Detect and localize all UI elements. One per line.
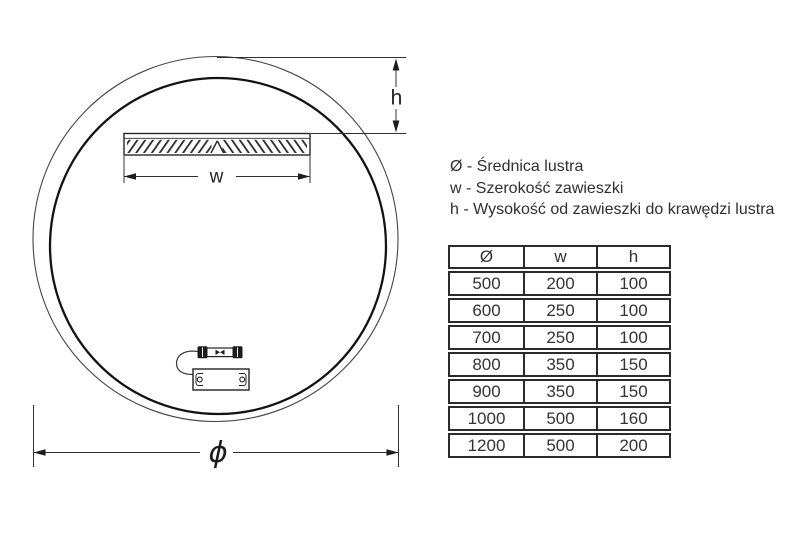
table-cell: 150 [598,379,671,404]
table-cell: 100 [598,298,671,323]
led-driver-assembly [177,346,250,390]
table-cell: 150 [598,352,671,377]
table-cell: 500 [448,271,525,296]
table-head [448,245,671,269]
table-header-cell: h [598,245,671,269]
mirror-outer-edge [33,57,398,422]
driver-mount-hole-left [197,377,202,382]
table-cell: 100 [598,325,671,350]
legend-item-diameter: Ø - Średnica lustra [450,158,584,175]
dim-h-label: h [390,86,403,110]
table-cell: 200 [525,271,598,296]
dim-dia-arrow-right [387,449,399,456]
table-cell: 800 [448,352,525,377]
table-cell: 500 [525,406,598,431]
table-cell: 350 [525,379,598,404]
table-row [448,352,671,377]
legend-item-height: h - Wysokość od zawieszki do krawędzi lustra [450,201,775,218]
cable-connector [198,346,243,358]
table-cell: 700 [448,325,525,350]
table-cell: 900 [448,379,525,404]
table-cell: 250 [525,298,598,323]
dim-w-arrow-right [298,173,310,180]
dim-w-arrow-left [124,173,136,180]
table-row [448,298,671,323]
table-row [448,433,671,458]
table-cell: 600 [448,298,525,323]
dim-h-arrow-up [393,59,400,71]
table-cell: 160 [598,406,671,431]
table-row [448,271,671,296]
hanger-hatch-right [223,140,308,153]
driver-box [193,369,249,390]
legend-item-width: w - Szerokość zawieszki [450,179,624,197]
hanger-hatch-left [127,140,212,153]
table-cell: 100 [598,271,671,296]
dim-dia-arrow-left [34,449,46,456]
table-cell: 1000 [448,406,525,431]
table-body [448,271,671,458]
driver-mount-hole-right [240,377,245,382]
table-header-cell: w [525,245,598,269]
mirror-inner-ring [50,78,386,414]
table-cell: 1200 [448,433,525,458]
table-header-cell: Ø [448,245,525,269]
dim-diameter-label: ϕ [205,435,232,469]
table-row [448,379,671,404]
table-cell: 200 [598,433,671,458]
legend [450,156,774,221]
dimension-h [217,58,406,134]
hanger-bracket [124,134,310,156]
table-cell: 500 [525,433,598,458]
dim-w-label: w [209,166,224,188]
dim-h-arrow-down [393,121,400,133]
table-header-row [448,245,671,269]
dimensions-table [448,243,671,460]
table-cell: 250 [525,325,598,350]
table-cell: 350 [525,352,598,377]
table-row [448,325,671,350]
table-row [448,406,671,431]
